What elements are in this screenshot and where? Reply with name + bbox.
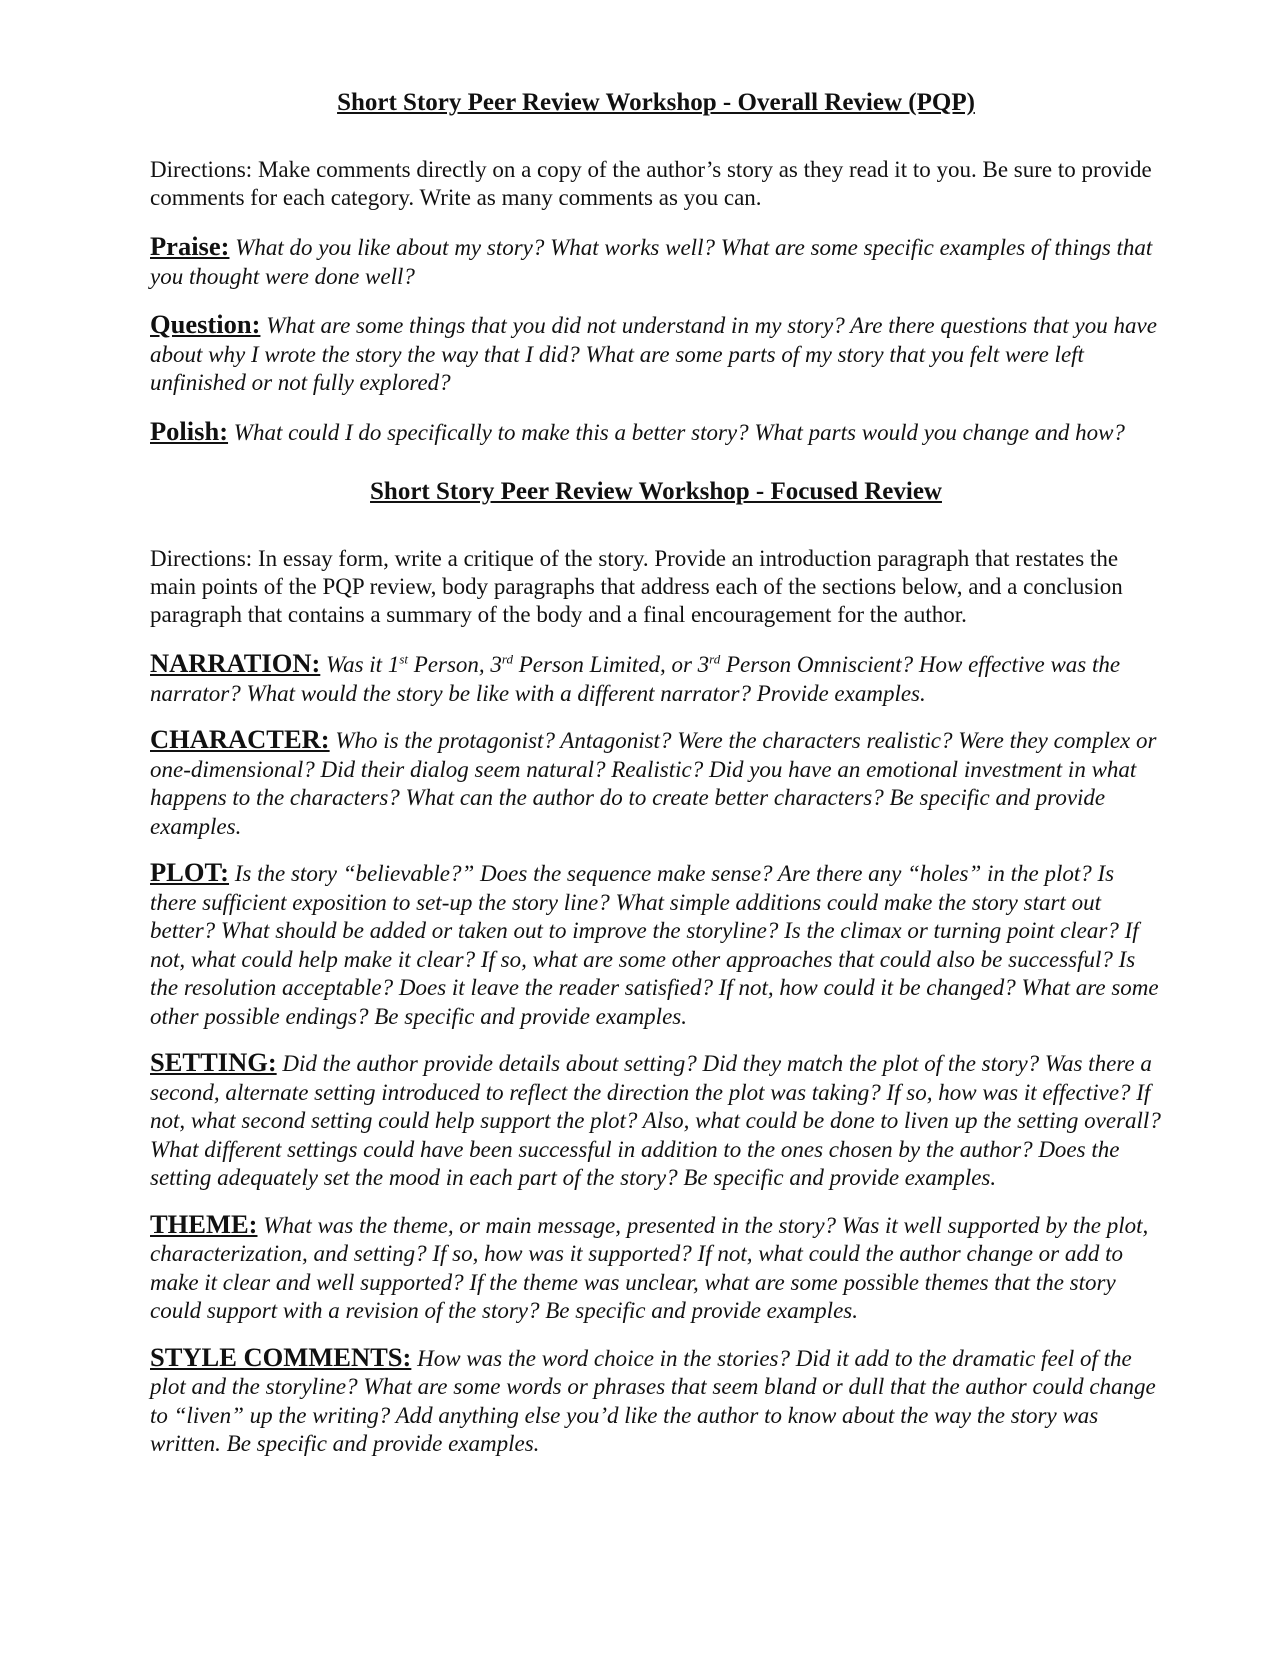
narration-sup-3: rd (709, 651, 721, 667)
theme-section (150, 1210, 1162, 1326)
style-comments-prompt: How was the word choice in the stories? Did it add to the dramatic feel of the plot and the storyline? What are some words or phrases that seem bland or dull that the author could change to “liven” up the writing? Add anything else you’d like the author to know about the way the story was written. Be specific and provide examples. (150, 1345, 1156, 1456)
narration-text-1: Was it 1 (326, 652, 400, 677)
polish-prompt: What could I do specifically to make this a better story? What parts would you change and how? (233, 419, 1125, 445)
narration-label: NARRATION: (150, 648, 321, 678)
plot-prompt: Is the story “believable?” Does the sequence make sense? Are there any “holes” in the plot? Is there sufficient exposition to set-up the story line? What simple additions could make the story start out better? What should be added or taken out to improve the storyline? Is the climax or turning point clear? If not, what could help make it clear? If so, what are some other approaches that could also be successful? Is the resolution acceptable? Does it leave the reader satisfied? If not, how could it be changed? What are some other possible endings? Be specific and provide examples. (150, 861, 1159, 1029)
character-label: CHARACTER: (150, 724, 330, 754)
theme-label: THEME: (150, 1208, 258, 1239)
style-comments-label: STYLE COMMENTS: (150, 1341, 412, 1372)
praise-prompt: What do you like about my story? What works well? What are some specific examples of things that you thought were done well? (150, 235, 1153, 289)
narration-section (150, 649, 1162, 708)
setting-section (150, 1048, 1162, 1193)
setting-label: SETTING: (150, 1047, 277, 1077)
setting-prompt: Did the author provide details about setting? Did they match the plot of the story? Was there a second, alternate setting introduced to reflect the direction the plot was taking? If so, how was it effective? If not, what second setting could help support the plot? Also, what could be done to liven up the setting overall? What different settings could have been successful in addition to the ones chosen by the author? Does the setting adequately set the mood in each part of the story? Be specific and provide examples. (150, 1051, 1161, 1190)
question-label: Question: (150, 309, 261, 339)
narration-sup-2: rd (501, 651, 513, 667)
document-page (150, 88, 1162, 1476)
focused-directions: Directions: In essay form, write a critique of the story. Provide an introduction paragraph that restates the main points of the PQP review, body paragraphs that address each of the sections below, and a conclusion paragraph that contains a summary of the body and a final encouragement for the author. (150, 546, 1123, 627)
narration-sup-1: st (399, 651, 408, 667)
overall-review-title: Short Story Peer Review Workshop - Overall Review (PQP) (337, 89, 975, 116)
praise-label: Praise: (150, 231, 230, 261)
question-section (150, 310, 1162, 398)
plot-label: PLOT: (150, 857, 230, 887)
theme-prompt: What was the theme, or main message, presented in the story? Was it well supported by the plot, characterization, and setting? If so, how was it supported? If not, what could the author change or add to make it clear and well supported? If the theme was unclear, what are some possible themes that the story could support with a revision of the story? Be specific and provide examples. (150, 1212, 1149, 1323)
character-prompt: Who is the protagonist? Antagonist? Were the characters realistic? Were they complex or one-dimensional? Did their dialog seem natural? Realistic? Did you have an emotional investment in what happens to the characters? What can the author do to create better characters? Be specific and provide examples. (150, 728, 1157, 839)
character-section (150, 725, 1162, 841)
polish-label: Polish: (150, 415, 229, 446)
narration-text-4: Person Omniscient? How effective was the narrator? What would the story be like with a different narrator? Provide examples. (150, 652, 1121, 706)
question-prompt: What are some things that you did not understand in my story? Are there questions that you have about why I wrote the story the way that I did? What are some parts of my story that you felt were left unfinished or not fully explored? (150, 313, 1157, 395)
praise-section (150, 232, 1162, 291)
narration-text-3: Person Limited, or 3 (513, 652, 710, 677)
style-comments-section (150, 1343, 1162, 1459)
focused-review-title: Short Story Peer Review Workshop - Focused Review (370, 478, 942, 505)
overall-directions: Directions: Make comments directly on a copy of the author’s story as they read it to you. Be sure to provide comments for each category. Write as many comments as you can. (150, 157, 1152, 210)
plot-section (150, 858, 1162, 1031)
narration-text-2: Person, 3 (408, 652, 502, 677)
polish-section (150, 417, 1162, 448)
